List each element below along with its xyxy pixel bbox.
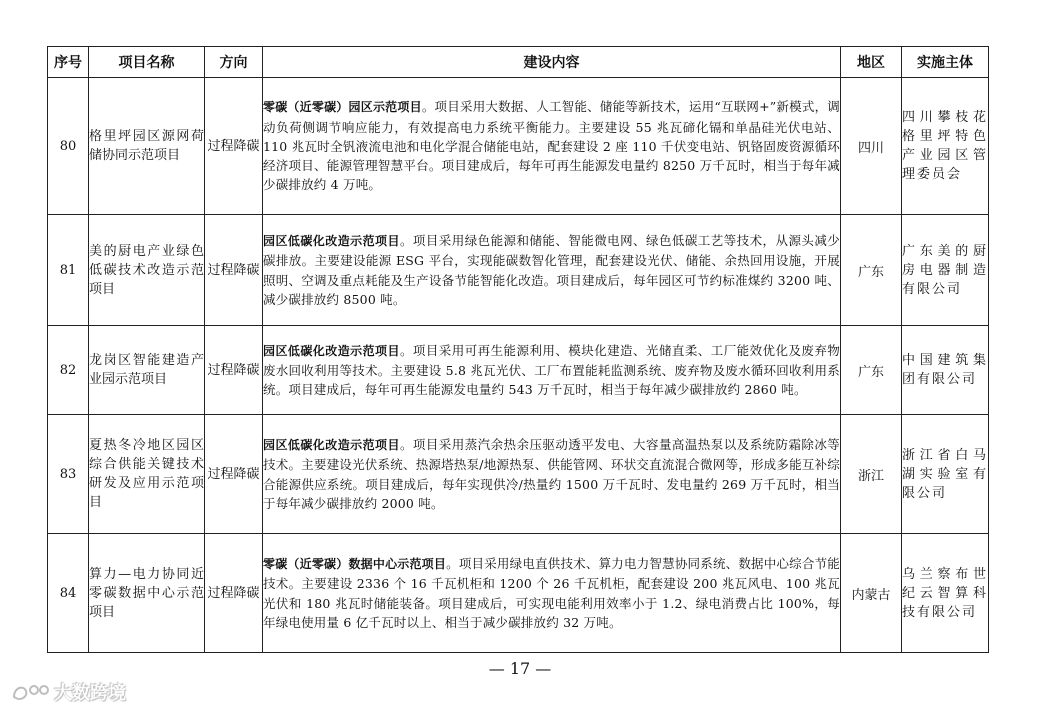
row-org: 浙江省白马湖实验室有限公司 xyxy=(902,415,989,534)
table-row xyxy=(48,215,989,326)
row-content xyxy=(263,534,841,653)
watermark xyxy=(10,680,126,704)
header-direction: 方向 xyxy=(205,47,263,78)
row-project-name: 美的厨电产业绿色低碳技术改造示范项目 xyxy=(89,215,205,326)
header-name: 项目名称 xyxy=(89,47,205,78)
table-row xyxy=(48,326,989,415)
row-region: 内蒙古 xyxy=(841,534,902,653)
header-content: 建设内容 xyxy=(263,47,841,78)
row-content xyxy=(263,326,841,415)
row-org: 乌兰察布世纪云智算科技有限公司 xyxy=(902,534,989,653)
table-row xyxy=(48,534,989,653)
row-content-text: 。项目采用大数据、人工智能、储能等新技术，运用“互联网+”新模式，调动负荷侧调节响应能力，有效提高电力系统平衡能力。主要建设 55 兆瓦碲化镉和单晶硅光伏电站、110 兆瓦时全钒液流电池和电化学混合储能电站，配套建设 2 座 110 千伏变电站、钒铬固废资源循环经济项目、能源管理智慧平台。项目建成后，每年可再生能源发电量约 8250 万千瓦时，相当于每年减少碳排放约 4 万吨。 xyxy=(263,99,840,193)
row-region: 四川 xyxy=(841,78,902,215)
header-region: 地区 xyxy=(841,47,902,78)
header-num: 序号 xyxy=(48,47,89,78)
row-org: 中国建筑集团有限公司 xyxy=(902,326,989,415)
row-num: 83 xyxy=(48,415,89,534)
row-num: 84 xyxy=(48,534,89,653)
row-org: 四川攀枝花格里坪特色产业园区管理委员会 xyxy=(902,78,989,215)
row-direction: 过程降碳 xyxy=(205,415,263,534)
row-content xyxy=(263,78,841,215)
row-content xyxy=(263,215,841,326)
watermark-logo-icon xyxy=(10,681,50,703)
row-content-type: 零碳（近零碳）数据中心示范项目 xyxy=(263,557,447,572)
row-project-name: 格里坪园区源网荷储协同示范项目 xyxy=(89,78,205,215)
row-content-text: 。项目采用蒸汽余热余压驱动透平发电、大容量高温热泵以及系统防霜除冰等技术。主要建设光伏系统、热源塔热泵/地源热泵、供能管网、环状交直流混合微网等，形成多能互补综合能源供应系统。项目建成后，每年实现供冷/热量约 1500 万千瓦时、发电量约 269 万千瓦时，相当于每年减少碳排放约 2000 吨。 xyxy=(263,437,840,511)
row-direction: 过程降碳 xyxy=(205,326,263,415)
row-content-text: 。项目采用绿电直供技术、算力电力智慧协同系统、数据中心综合节能技术。主要建设 2336 个 16 千瓦机柜和 1200 个 26 千瓦机柜，配套建设 200 兆瓦风电、100 兆瓦光伏和 180 兆瓦时储能装备。项目建成后，可实现电能利用效率小于 1.2、绿电消费占比 100%，每年绿电使用量 6 亿千瓦时以上、相当于减少碳排放约 32 万吨。 xyxy=(263,556,840,630)
row-content-text: 。项目采用绿色能源和储能、智能微电网、绿色低碳工艺等技术，从源头减少碳排放。主要建设能源 ESG 平台，实现能碳数智化管理，配套建设光伏、储能、余热回用设施，开展照明、空调及重点耗能及生产设备节能智能化改造。项目建成后，每年园区可节约标准煤约 3200 吨、减少碳排放约 8500 吨。 xyxy=(263,233,840,307)
row-num: 82 xyxy=(48,326,89,415)
page-number: — 17 — xyxy=(488,659,552,678)
row-direction: 过程降碳 xyxy=(205,534,263,653)
row-region: 广东 xyxy=(841,326,902,415)
row-num: 80 xyxy=(48,78,89,215)
row-num: 81 xyxy=(48,215,89,326)
row-content-text: 。项目采用可再生能源利用、模块化建造、光储直柔、工厂能效优化及废弃物废水回收利用等技术。主要建设 5.8 兆瓦光伏、工厂布置能耗监测系统、废弃物及废水循环回收利用系统。项目建成后，每年可再生能源发电量约 543 万千瓦时，相当于每年减少碳排放约 2860 吨。 xyxy=(263,342,840,398)
row-content-type: 园区低碳化改造示范项目 xyxy=(263,343,400,358)
row-org: 广东美的厨房电器制造有限公司 xyxy=(902,215,989,326)
table-row xyxy=(48,415,989,534)
table-header-row xyxy=(48,47,989,78)
row-content-type: 园区低碳化改造示范项目 xyxy=(263,234,400,249)
table-row xyxy=(48,78,989,215)
row-project-name: 算力—电力协同近零碳数据中心示范项目 xyxy=(89,534,205,653)
row-content-type: 零碳（近零碳）园区示范项目 xyxy=(263,100,422,115)
row-direction: 过程降碳 xyxy=(205,78,263,215)
row-region: 广东 xyxy=(841,215,902,326)
row-project-name: 龙岗区智能建造产业园示范项目 xyxy=(89,326,205,415)
header-org: 实施主体 xyxy=(902,47,989,78)
row-project-name: 夏热冬冷地区园区综合供能关键技术研发及应用示范项目 xyxy=(89,415,205,534)
row-direction: 过程降碳 xyxy=(205,215,263,326)
row-region: 浙江 xyxy=(841,415,902,534)
row-content-type: 园区低碳化改造示范项目 xyxy=(263,438,400,453)
projects-table xyxy=(47,46,989,653)
watermark-text: 大数跨境 xyxy=(54,683,126,704)
row-content xyxy=(263,415,841,534)
